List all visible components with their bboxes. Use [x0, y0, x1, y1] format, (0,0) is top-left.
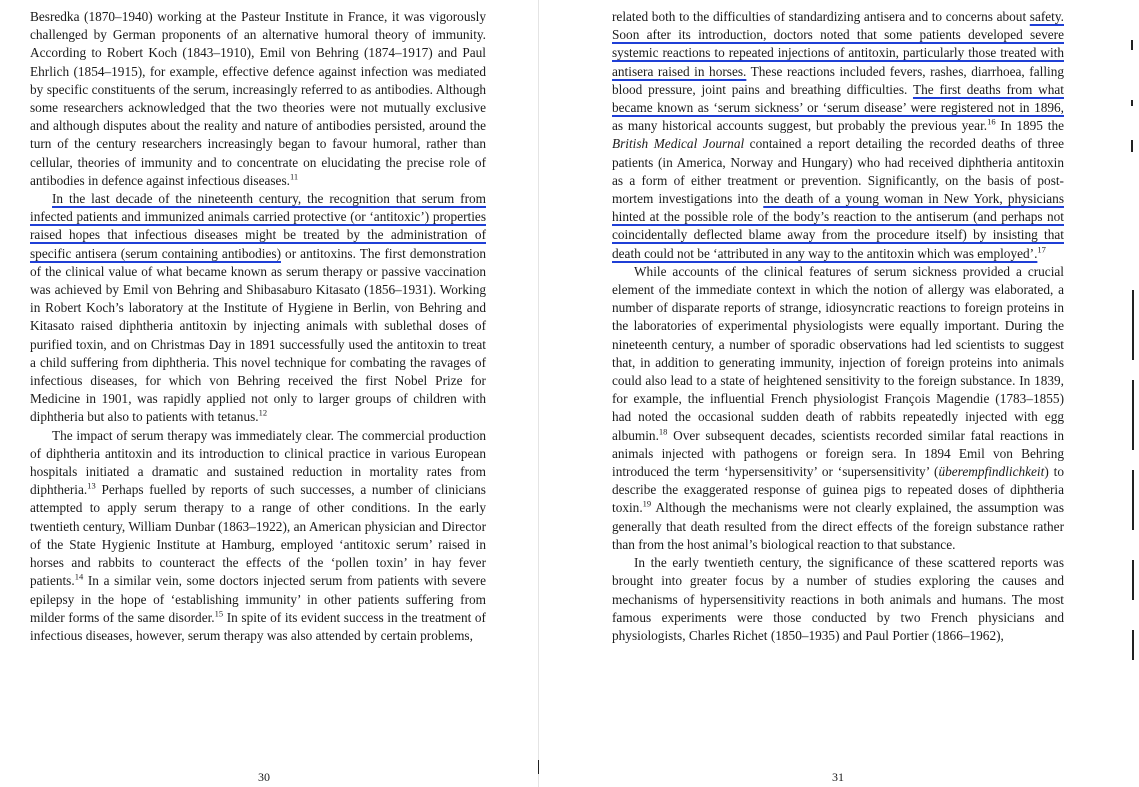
left-page-text	[30, 8, 486, 645]
paragraph	[30, 8, 486, 190]
text-run: contained a report detailing the recorded deaths of three patients (in America, Norway and Hungary) who had received diphtheria antitoxin as a form of either treatment or prevention. Significantly, on the basis of post-mortem investigations into	[612, 136, 1064, 207]
footnote-ref: 18	[658, 426, 668, 437]
footnote-ref: 19	[642, 499, 652, 510]
footnote-ref: 12	[258, 408, 268, 419]
text-run: Besredka (1870–1940) working at the Pasteur Institute in France, it was vigorously challenged by German proponents of an alternative humoral theory of immunity. According to Robert Koch (1843–1910), Emil von Behring (1874–1917) and Paul Ehrlich (1854–1915), for example, effective defence against infection was mediated by specific constituents of the serum, increasingly referred to as antibodies. Although some researchers acknowledged that the two theories were not mutually exclusive and although disputes about the reality and nature of antibodies persisted, around the turn of the century researchers increasingly began to favour humoral, rather than cellular, theories of immunity and to concentrate on elucidating the precise role of antibodies in defence against infectious diseases.	[30, 9, 486, 188]
highlighted-text: The first deaths from what became known as ‘serum sickness’ or ‘serum disease’ were registered not in 1896,	[612, 81, 1064, 116]
footnote-ref: 14	[74, 571, 84, 582]
text-run: Perhaps fuelled by reports of such successes, a number of clinicians attempted to apply serum therapy to a range of other conditions. In the early twentieth century, William Dunbar (1863–1922), an American physician and Director of the State Hygienic Institute at Hamburg, employed ‘antitoxic serum’ raised in horses and rabbits to counteract the effects of the ‘pollen toxin’ in hay fever patients.	[30, 482, 486, 589]
page-number: 30	[258, 770, 270, 784]
footnote-ref: 13	[87, 480, 96, 491]
footnote-ref: 16	[987, 116, 996, 127]
text-run: In the early twentieth century, the significance of these scattered reports was brought into greater focus by a number of studies exploring the causes and mechanisms of hypersensitivity reactions in both animals and humans. The most famous experiments were those conducted by two French physicians and physiologists, Charles Richet (1850–1935) and Paul Portier (1866–1962),	[612, 555, 1064, 643]
highlighted-text: the death of a young woman in New York, physicians hinted at the possible role of the body’s reaction to the antiserum (and perhaps not coincidentally deflected blame away from the procedure itself) by insisting that death could not be ‘attributed in any way to the antitoxin which was employed’.	[612, 191, 1064, 261]
paragraph	[30, 190, 486, 427]
text-run: Over subsequent decades, scientists recorded similar fatal reactions in animals injected with pathogens or foreign sera. In 1894 Emil von Behring introduced the term ‘hypersensitivity’ or ‘supersensitivity’ (	[612, 427, 1064, 480]
scan-artifact	[1132, 560, 1134, 600]
text-run: The impact of serum therapy was immediately clear. The commercial production of diphtheria antitoxin and its introduction to clinical practice in various European hospitals initiated a dramatic and sustained reduction in mortality rates from diphtheria.	[30, 427, 486, 498]
scan-artifact	[1132, 470, 1134, 530]
scan-artifact	[1131, 100, 1133, 106]
text-run: related both to the difficulties of standardizing antisera and to concerns about	[612, 9, 1030, 24]
scan-artifact	[1132, 290, 1134, 360]
scan-artifact	[1131, 140, 1133, 152]
italic-text: überempfindlichkeit	[938, 464, 1045, 480]
page-number: 31	[832, 770, 844, 784]
highlighted-text: In the last decade of the nineteenth century, the recognition that serum from infected patients and immunized animals carried protective (or ‘antitoxic’) properties raised hopes that infectious diseases might be treated by the administration of specific antisera (serum containing antibodies)	[30, 191, 486, 261]
text-run: Although the mechanisms were not clearly explained, the assumption was generally that death resulted from the direct effects of the foreign substance rather than from the host animal’s biological reaction to that substance.	[612, 500, 1064, 552]
scan-artifact	[1131, 40, 1133, 50]
text-run: as many historical accounts suggest, but probably the previous year.	[612, 118, 988, 134]
footnote-ref: 17	[1037, 244, 1046, 255]
paragraph	[612, 263, 1064, 554]
scan-artifact	[1132, 380, 1134, 450]
scan-artifact	[1132, 630, 1134, 660]
paragraph	[612, 8, 1064, 263]
text-run: In a similar vein, some doctors injected serum from patients with severe epilepsy in the hope of ‘establishing immunity’ in other patients suffering from milder forms of the same disorder.	[30, 573, 486, 625]
text-run: ) to describe the exaggerated response of guinea pigs to repeated doses of diphtheria toxin.	[612, 464, 1064, 516]
text-run: While accounts of the clinical features of serum sickness provided a crucial element of the immediate context in which the notion of allergy was elaborated, a number of disparate reports of strange, idiosyncratic reactions to foreign proteins in the laboratories of experimental physiologists were equally important. During the nineteenth century, a number of sporadic observations had led scientists to suggest that, in addition to generating immunity, injection of foreign proteins into animals could also lead to a state of heightened sensitivity to the foreign substance. In 1839, for example, the influential French physiologist François Magendie (1783–1855) had noted the occasional sudden death of rabbits repeatedly injected with egg albumin.	[612, 263, 1064, 443]
book-gutter	[538, 0, 539, 787]
text-run: These reactions included fevers, rashes, diarrhoea, falling blood pressure, joint pains and breathing difficulties.	[612, 63, 1064, 97]
footnote-ref: 15	[214, 608, 224, 619]
paragraph	[612, 554, 1064, 645]
text-run: In spite of its evident success in the treatment of infectious diseases, however, serum therapy was also attended by certain problems,	[30, 609, 486, 643]
highlighted-text: safety. Soon after its introduction, doctors noted that some patients developed severe systemic reactions to repeated injections of antitoxin, particularly those treated with antisera raised in horses.	[612, 9, 1064, 79]
text-run: or antitoxins. The first demonstration of the clinical value of what became known as serum therapy or passive vaccination was achieved by Emil von Behring and Shibasaburo Kitasato (1856–1931). Working in Robert Koch’s laboratory at the Institute of Hygiene in Berlin, von Behring and Kitasato raised diphtheria antitoxin by injecting animals with sublethal doses of purified toxin, and on Christmas Day in 1891 successfully used the antitoxin to treat a child suffering from diphtheria. This novel technique for combating the ravages of infectious diseases, for which von Behring received the first Nobel Prize for Medicine in 1901, was rapidly applied not only to larger groups of children with diphtheria but also to patients with tetanus.	[30, 245, 486, 425]
italic-text: British Medical Journal	[612, 136, 745, 152]
text-run: In 1895 the	[995, 118, 1065, 134]
scan-artifact	[538, 760, 539, 774]
paragraph	[30, 427, 486, 645]
footnote-ref: 11	[289, 171, 299, 182]
right-page-text	[612, 8, 1064, 645]
